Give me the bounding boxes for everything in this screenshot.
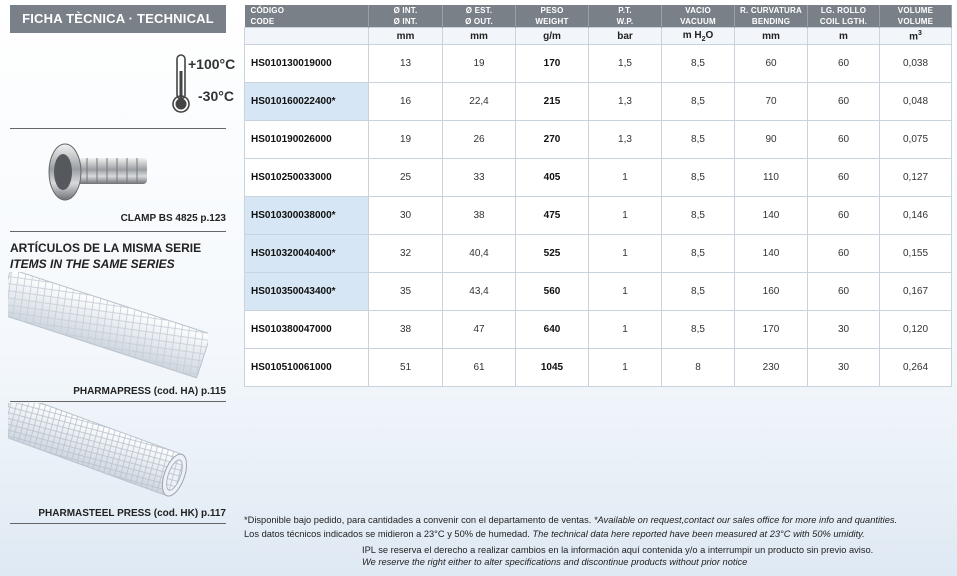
cell-int: 25: [369, 159, 443, 197]
cell-bending: 160: [735, 273, 808, 311]
cell-weight: 270: [516, 121, 589, 159]
cell-bending: 170: [735, 311, 808, 349]
col-header: VACUUM: [662, 16, 735, 28]
cell-bending: 140: [735, 235, 808, 273]
cell-weight: 560: [516, 273, 589, 311]
cell-bending: 140: [735, 197, 808, 235]
series-title: ARTÍCULOS DE LA MISMA SERIE: [10, 241, 202, 255]
cell-weight: 525: [516, 235, 589, 273]
unit-cell: mm: [443, 28, 516, 45]
cell-out: 61: [443, 349, 516, 387]
unit-cell: mm: [735, 28, 808, 45]
units-row: [245, 28, 952, 45]
unit-superscript: 3: [918, 29, 922, 37]
product-code-cell: HS010130019000: [245, 45, 369, 83]
table-row: [245, 159, 952, 197]
col-header: PESO: [516, 5, 589, 16]
cell-wp: 1,5: [589, 45, 662, 83]
table-row: [245, 349, 952, 387]
table-body: [245, 45, 952, 387]
product-code-cell: HS010190026000: [245, 121, 369, 159]
unit-cell: mm: [369, 28, 443, 45]
col-header: P.T.: [589, 5, 662, 16]
cell-vacuum: 8,5: [662, 235, 735, 273]
cell-out: 22,4: [443, 83, 516, 121]
col-header: LG. ROLLO: [808, 5, 880, 16]
cell-int: 32: [369, 235, 443, 273]
cell-coil: 60: [808, 159, 880, 197]
cell-weight: 475: [516, 197, 589, 235]
unit-subscript: 2: [701, 35, 706, 43]
cell-coil: 60: [808, 273, 880, 311]
product-code-cell: HS010510061000: [245, 349, 369, 387]
col-header: R. CURVATURA: [735, 5, 808, 16]
temperature-range: [160, 48, 236, 118]
cell-bending: 110: [735, 159, 808, 197]
cell-vacuum: 8,5: [662, 121, 735, 159]
cell-volume: 0,167: [880, 273, 952, 311]
pharmasteel-hose-image: [8, 403, 208, 503]
cell-vacuum: 8,5: [662, 83, 735, 121]
note-en: *Available on request,contact our sales office for more info and quantities.: [593, 515, 898, 525]
col-header: CÓDIGO: [245, 5, 369, 16]
cell-volume: 0,127: [880, 159, 952, 197]
cell-int: 19: [369, 121, 443, 159]
series-subtitle: ITEMS IN THE SAME SERIES: [10, 257, 175, 271]
cell-volume: 0,264: [880, 349, 952, 387]
cell-wp: 1: [589, 349, 662, 387]
cell-weight: 215: [516, 83, 589, 121]
cell-volume: 0,146: [880, 197, 952, 235]
cell-out: 19: [443, 45, 516, 83]
table-row: [245, 311, 952, 349]
cell-wp: 1: [589, 197, 662, 235]
unit-cell: g/m: [516, 28, 589, 45]
cell-coil: 60: [808, 121, 880, 159]
cell-wp: 1,3: [589, 83, 662, 121]
col-header: COIL LGTH.: [808, 16, 880, 28]
unit-cell: [880, 28, 952, 45]
cell-wp: 1: [589, 273, 662, 311]
cell-volume: 0,038: [880, 45, 952, 83]
temp-high: +100°C: [188, 56, 236, 72]
cell-coil: 60: [808, 197, 880, 235]
cell-coil: 60: [808, 235, 880, 273]
cell-wp: 1,3: [589, 121, 662, 159]
cell-vacuum: 8,5: [662, 197, 735, 235]
cell-vacuum: 8,5: [662, 159, 735, 197]
col-header: W.P.: [589, 16, 662, 28]
col-header: VACIO: [662, 5, 735, 16]
cell-weight: 640: [516, 311, 589, 349]
series-item-caption: PHARMASTEEL PRESS (cod. HK) p.117: [38, 508, 226, 519]
clamp-fitting-image: [35, 140, 155, 208]
col-header: Ø INT.: [369, 16, 443, 28]
cell-wp: 1: [589, 159, 662, 197]
measurement-note: [244, 529, 865, 539]
table-row: [245, 197, 952, 235]
cell-out: 38: [443, 197, 516, 235]
disclaimer-es: IPL se reserva el derecho a realizar cambios en la información aquí contenida y/o a interrumpir un producto sin previo aviso.: [362, 545, 874, 555]
divider: [10, 128, 226, 129]
note-es: Los datos técnicos indicados se midieron a 23°C y 50% de humedad.: [244, 529, 533, 539]
header-row-es: [245, 5, 952, 16]
table-row: [245, 83, 952, 121]
cell-vacuum: 8: [662, 349, 735, 387]
col-header: VOLUME: [880, 16, 952, 28]
note-en: The technical data here reported have been measured at 23°C with 50% umidity.: [532, 529, 865, 539]
cell-vacuum: 8,5: [662, 45, 735, 83]
product-code-cell: HS010160022400*: [245, 83, 369, 121]
cell-volume: 0,075: [880, 121, 952, 159]
pharmapress-hose-image: [8, 272, 208, 382]
table-row: [245, 273, 952, 311]
technical-data-table: [244, 5, 952, 387]
header-row-en: [245, 16, 952, 28]
clamp-caption: CLAMP BS 4825 p.123: [120, 213, 226, 224]
cell-bending: 230: [735, 349, 808, 387]
cell-int: 51: [369, 349, 443, 387]
table-row: [245, 235, 952, 273]
cell-volume: 0,120: [880, 311, 952, 349]
cell-int: 16: [369, 83, 443, 121]
cell-int: 30: [369, 197, 443, 235]
col-header: Ø EST.: [443, 5, 516, 16]
cell-coil: 60: [808, 83, 880, 121]
sidebar-header: FICHA TÈCNICA · TECHNICAL DATA: [10, 5, 226, 33]
temp-low: -30°C: [198, 88, 234, 104]
cell-volume: 0,048: [880, 83, 952, 121]
cell-bending: 60: [735, 45, 808, 83]
unit-cell: bar: [589, 28, 662, 45]
cell-coil: 60: [808, 45, 880, 83]
cell-int: 35: [369, 273, 443, 311]
cell-coil: 30: [808, 349, 880, 387]
cell-wp: 1: [589, 235, 662, 273]
table-row: [245, 121, 952, 159]
note-es: *Disponible bajo pedido, para cantidades a convenir con el departamento de ventas.: [244, 515, 594, 525]
cell-wp: 1: [589, 311, 662, 349]
unit-text: O: [705, 29, 714, 41]
cell-bending: 70: [735, 83, 808, 121]
divider: [10, 231, 226, 232]
col-header: WEIGHT: [516, 16, 589, 28]
divider: [10, 523, 226, 524]
cell-out: 33: [443, 159, 516, 197]
availability-note: [244, 515, 897, 525]
divider: [10, 401, 226, 402]
product-code-cell: HS010300038000*: [245, 197, 369, 235]
cell-weight: 405: [516, 159, 589, 197]
unit-text: m H: [682, 29, 702, 41]
series-item-caption: PHARMAPRESS (cod. HA) p.115: [73, 386, 226, 397]
cell-bending: 90: [735, 121, 808, 159]
cell-out: 26: [443, 121, 516, 159]
unit-text: m: [909, 31, 918, 43]
cell-vacuum: 8,5: [662, 273, 735, 311]
cell-coil: 30: [808, 311, 880, 349]
product-code-cell: HS010350043400*: [245, 273, 369, 311]
col-header: CODE: [245, 16, 369, 28]
cell-int: 13: [369, 45, 443, 83]
cell-out: 47: [443, 311, 516, 349]
col-header: BENDING: [735, 16, 808, 28]
cell-volume: 0,155: [880, 235, 952, 273]
cell-out: 43,4: [443, 273, 516, 311]
cell-int: 38: [369, 311, 443, 349]
unit-cell: [662, 28, 735, 45]
cell-weight: 170: [516, 45, 589, 83]
col-header: Ø INT.: [369, 5, 443, 16]
product-code-cell: HS010380047000: [245, 311, 369, 349]
unit-cell: m: [808, 28, 880, 45]
cell-vacuum: 8,5: [662, 311, 735, 349]
col-header: Ø OUT.: [443, 16, 516, 28]
cell-out: 40,4: [443, 235, 516, 273]
col-header: VOLUME: [880, 5, 952, 16]
disclaimer-en: [362, 557, 747, 567]
unit-cell: [245, 28, 369, 45]
product-code-cell: HS010320040400*: [245, 235, 369, 273]
note-en: We reserve the right either to alter specifications and discontinue products without prior notice: [362, 557, 748, 567]
table-row: [245, 45, 952, 83]
cell-weight: 1045: [516, 349, 589, 387]
product-code-cell: HS010250033000: [245, 159, 369, 197]
